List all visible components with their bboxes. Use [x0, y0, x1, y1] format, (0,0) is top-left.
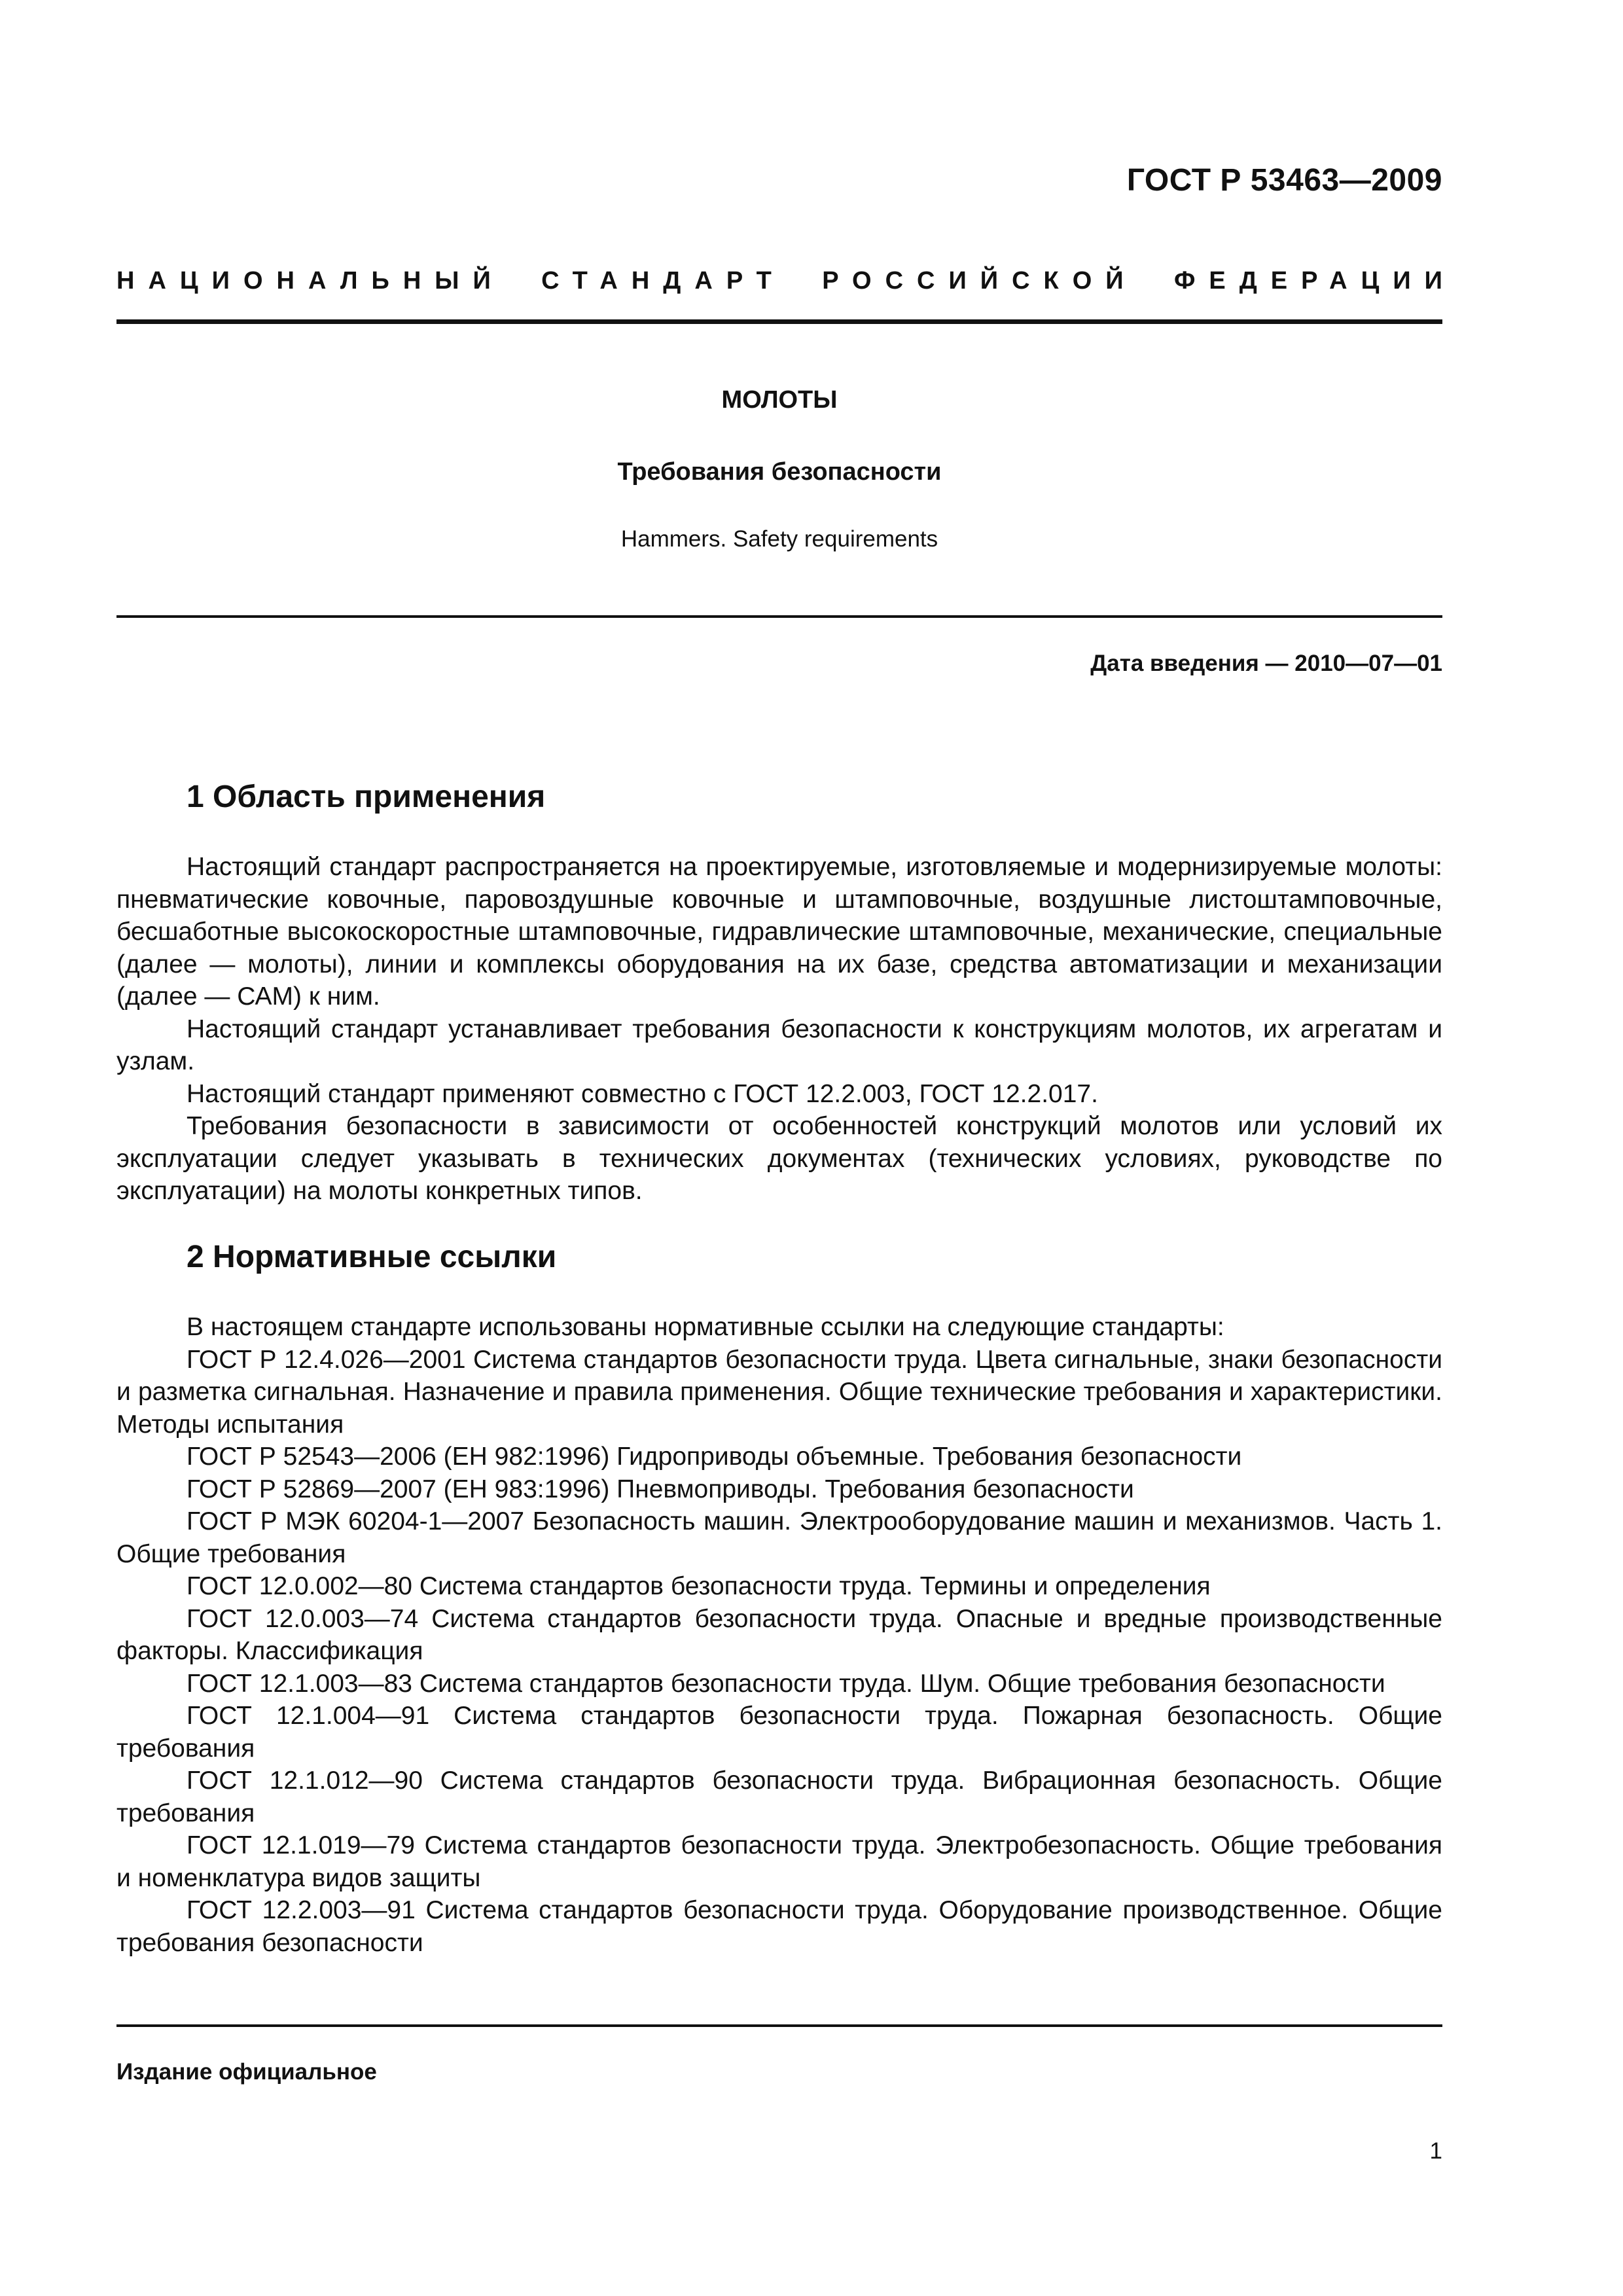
reference-item: ГОСТ 12.1.012—90 Система стандартов безопасности труда. Вибрационная безопасность. Общие требования	[116, 1767, 1442, 1827]
page-number: 1	[1429, 2138, 1442, 2164]
paragraph: Требования безопасности в зависимости от особенностей конструкций молотов или условий их эксплуатации следует указывать в технических документах (технических условиях, руководстве по эксплуатации) на молоты конкретных типов.	[116, 1112, 1442, 1205]
banner-word: ФЕДЕРАЦИИ	[1173, 267, 1456, 295]
reference-item: ГОСТ 12.0.003—74 Система стандартов безопасности труда. Опасные и вредные производственные факторы. Классификация	[116, 1604, 1442, 1665]
official-edition-label: Издание официальное	[116, 2059, 377, 2085]
banner-word: СТАНДАРТ	[541, 267, 785, 295]
title-divider	[116, 615, 1442, 618]
paragraph: Настоящий стандарт устанавливает требования безопасности к конструкциям молотов, их агрегатам и узлам.	[116, 1014, 1442, 1075]
document-number: ГОСТ Р 53463—2009	[1126, 163, 1442, 198]
footer-divider	[116, 2024, 1442, 2027]
section-heading-scope: 1 Область применения	[187, 780, 546, 814]
paragraph: Настоящий стандарт распространяется на проектируемые, изготовляемые и модернизируемые молоты: пневматические ковочные, паровоздушные ковочные и штамповочные, воздушные листоштамповочные, бесшаботные высокоскоростные штамповочные, гидравлические штамповочные, механические, специальные (далее — молоты), линии и комплексы оборудования на их базе, средства автоматизации и механизации (далее — САМ) к ним.	[116, 853, 1442, 1011]
reference-item: ГОСТ Р 52543—2006 (ЕН 982:1996) Гидроприводы объемные. Требования безопасности	[187, 1443, 1242, 1471]
reference-item: ГОСТ 12.1.004—91 Система стандартов безопасности труда. Пожарная безопасность. Общие требования	[116, 1702, 1442, 1763]
section-body-scope	[116, 851, 1442, 1208]
banner-word: РОССИЙСКОЙ	[822, 267, 1137, 295]
reference-item: ГОСТ Р МЭК 60204-1—2007 Безопасность машин. Электрооборудование машин и механизмов. Часть 1. Общие требования	[116, 1507, 1442, 1568]
banner-word: НАЦИОНАЛЬНЫЙ	[116, 267, 505, 295]
reference-item: ГОСТ 12.1.003—83 Система стандартов безопасности труда. Шум. Общие требования безопасности	[187, 1669, 1385, 1698]
document-title: МОЛОТЫ	[721, 386, 838, 414]
paragraph: Настоящий стандарт применяют совместно с ГОСТ 12.2.003, ГОСТ 12.2.017.	[187, 1079, 1098, 1108]
document-subtitle: Требования безопасности	[617, 458, 942, 486]
reference-item: ГОСТ 12.1.019—79 Система стандартов безопасности труда. Электробезопасность. Общие требования и номенклатура видов защиты	[116, 1831, 1442, 1892]
national-standard-banner	[116, 267, 1456, 295]
section-body-normative-references	[116, 1311, 1442, 1959]
introduction-date: Дата введения — 2010—07—01	[1090, 651, 1442, 676]
reference-item: ГОСТ Р 52869—2007 (ЕН 983:1996) Пневмоприводы. Требования безопасности	[187, 1475, 1134, 1503]
reference-item: ГОСТ 12.2.003—91 Система стандартов безопасности труда. Оборудование производственное. Общие требования безопасности	[116, 1896, 1442, 1957]
paragraph: В настоящем стандарте использованы нормативные ссылки на следующие стандарты:	[187, 1313, 1224, 1341]
section-heading-normative-references: 2 Нормативные ссылки	[187, 1240, 557, 1274]
reference-item: ГОСТ 12.0.002—80 Система стандартов безопасности труда. Термины и определения	[187, 1572, 1211, 1600]
header-divider	[116, 319, 1442, 324]
document-title-english: Hammers. Safety requirements	[620, 526, 938, 552]
reference-item: ГОСТ Р 12.4.026—2001 Система стандартов безопасности труда. Цвета сигнальные, знаки безопасности и разметка сигнальная. Назначение и правила применения. Общие технические требования и характеристики. Методы испытания	[116, 1345, 1442, 1439]
